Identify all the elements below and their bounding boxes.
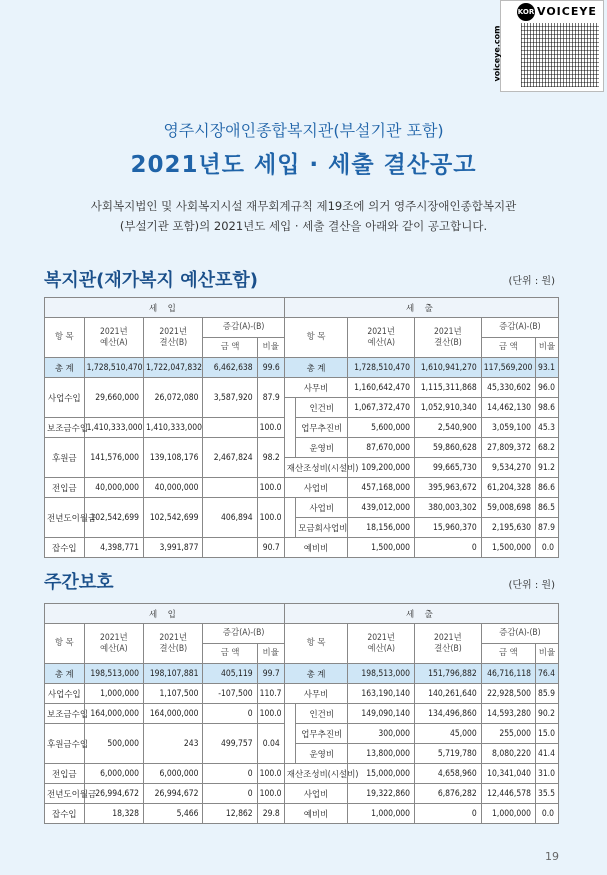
table-row [45, 804, 559, 824]
expense-budget: 1,067,372,470 [348, 398, 415, 418]
expense-budget: 149,090,140 [348, 704, 415, 724]
voiceye-url: voiceye.com [492, 25, 502, 82]
income-amount [203, 418, 257, 438]
income-amount: 3,587,920 [203, 378, 257, 418]
expense-amount: 46,716,118 [481, 664, 535, 684]
expense-settle: 151,796,882 [415, 664, 482, 684]
income-budget: 500,000 [84, 724, 143, 764]
income-budget: 40,000,000 [84, 478, 143, 498]
income-ratio: 0.04 [257, 724, 284, 764]
income-budget: 4,398,771 [84, 538, 143, 558]
income-budget: 141,576,000 [84, 438, 143, 478]
expense-settle: 45,000 [415, 724, 482, 744]
income-header-settle: 2021년 결산(B) [144, 624, 203, 664]
expense-budget: 13,800,000 [348, 744, 415, 764]
expense-ratio: 41.4 [535, 744, 558, 764]
income-banner: 세 입 [45, 604, 285, 624]
expense-ratio: 98.6 [535, 398, 558, 418]
table-row [45, 684, 559, 704]
expense-amount: 12,446,578 [481, 784, 535, 804]
expense-ratio: 31.0 [535, 764, 558, 784]
expense-budget: 457,168,000 [348, 478, 415, 498]
expense-ratio: 86.5 [535, 498, 558, 518]
expense-item: 총 계 [284, 358, 348, 378]
income-item: 전입금 [45, 764, 85, 784]
table-row [45, 664, 559, 684]
expense-settle: 134,496,860 [415, 704, 482, 724]
income-budget: 6,000,000 [84, 764, 143, 784]
expense-indent [284, 724, 295, 744]
expense-settle: 140,261,640 [415, 684, 482, 704]
expense-amount: 27,809,372 [481, 438, 535, 458]
income-settle: 40,000,000 [144, 478, 203, 498]
income-item: 전입금 [45, 478, 85, 498]
expense-ratio: 90.2 [535, 704, 558, 724]
income-header-item: 항 목 [45, 624, 85, 664]
expense-amount: 1,000,000 [481, 804, 535, 824]
expense-budget: 1,000,000 [348, 804, 415, 824]
table-row [45, 704, 559, 724]
income-amount: 406,894 [203, 498, 257, 538]
expense-indent [284, 518, 295, 538]
expense-settle: 99,665,730 [415, 458, 482, 478]
income-settle: 102,542,699 [144, 498, 203, 538]
expense-budget: 439,012,000 [348, 498, 415, 518]
expense-budget: 1,728,510,470 [348, 358, 415, 378]
expense-header-item: 항 목 [284, 318, 348, 358]
income-ratio: 99.7 [257, 664, 284, 684]
table-row [45, 418, 559, 438]
income-header-ratio: 비율 [257, 644, 284, 664]
expense-header-ratio: 비율 [535, 338, 558, 358]
expense-amount: 1,500,000 [481, 538, 535, 558]
income-ratio: 99.6 [257, 358, 284, 378]
income-ratio: 100.0 [257, 498, 284, 538]
income-item: 총 계 [45, 664, 85, 684]
income-budget: 1,728,510,470 [84, 358, 143, 378]
expense-ratio: 86.6 [535, 478, 558, 498]
expense-budget: 87,670,000 [348, 438, 415, 458]
income-ratio: 110.7 [257, 684, 284, 704]
income-budget: 18,328 [84, 804, 143, 824]
expense-ratio: 91.2 [535, 458, 558, 478]
income-item: 후원금수입 [45, 724, 85, 764]
income-amount: 12,862 [203, 804, 257, 824]
expense-amount: 45,330,602 [481, 378, 535, 398]
kor-badge: KOR [517, 3, 535, 21]
expense-ratio: 0.0 [535, 804, 558, 824]
income-amount: -107,500 [203, 684, 257, 704]
expense-item: 총 계 [284, 664, 348, 684]
section1-table [44, 297, 559, 558]
income-amount: 6,462,638 [203, 358, 257, 378]
expense-ratio: 0.0 [535, 538, 558, 558]
income-budget: 1,410,333,000 [84, 418, 143, 438]
expense-indent [284, 398, 295, 418]
income-banner: 세 입 [45, 298, 285, 318]
expense-ratio: 35.5 [535, 784, 558, 804]
expense-budget: 198,513,000 [348, 664, 415, 684]
income-settle: 5,466 [144, 804, 203, 824]
table-row [45, 438, 559, 458]
expense-amount: 9,534,270 [481, 458, 535, 478]
expense-ratio: 15.0 [535, 724, 558, 744]
income-header-item: 항 목 [45, 318, 85, 358]
expense-item: 재산조성비(시설비) [284, 764, 348, 784]
income-settle: 3,991,877 [144, 538, 203, 558]
expense-budget: 109,200,000 [348, 458, 415, 478]
expense-amount: 22,928,500 [481, 684, 535, 704]
income-ratio: 100.0 [257, 704, 284, 724]
expense-ratio: 45.3 [535, 418, 558, 438]
expense-item: 인건비 [296, 704, 348, 724]
expense-amount: 14,593,280 [481, 704, 535, 724]
income-settle: 26,072,080 [144, 378, 203, 418]
page-number: 19 [545, 850, 559, 863]
expense-item: 모금회사업비 [296, 518, 348, 538]
voiceye-qr-code [492, 0, 604, 92]
expense-amount: 117,569,200 [481, 358, 535, 378]
expense-budget: 19,322,860 [348, 784, 415, 804]
income-ratio: 100.0 [257, 764, 284, 784]
income-settle: 1,107,500 [144, 684, 203, 704]
income-header-settle: 2021년 결산(B) [144, 318, 203, 358]
expense-item: 사업비 [284, 478, 348, 498]
section2-unit: (단위 : 원) [508, 580, 555, 591]
expense-settle: 1,115,311,868 [415, 378, 482, 398]
section2-title: 주간보호 [44, 572, 114, 593]
expense-budget: 5,600,000 [348, 418, 415, 438]
expense-ratio: 87.9 [535, 518, 558, 538]
expense-header-budget: 2021년 예산(A) [348, 318, 415, 358]
expense-budget: 300,000 [348, 724, 415, 744]
expense-settle: 1,052,910,340 [415, 398, 482, 418]
expense-amount: 8,080,220 [481, 744, 535, 764]
expense-header-budget: 2021년 예산(A) [348, 624, 415, 664]
income-ratio: 100.0 [257, 418, 284, 438]
income-item: 전년도이월금 [45, 784, 85, 804]
income-settle: 26,994,672 [144, 784, 203, 804]
expense-item: 재산조성비(시설비) [284, 458, 348, 478]
expense-budget: 15,000,000 [348, 764, 415, 784]
expense-item: 예비비 [284, 538, 348, 558]
income-header-amount: 금 액 [203, 644, 257, 664]
expense-banner: 세 출 [284, 604, 558, 624]
expense-indent [284, 498, 295, 518]
intro-line-2: (부설기관 포함)의 2021년도 세입 · 세출 결산을 아래와 같이 공고합니다. [119, 219, 488, 233]
expense-settle: 1,610,941,270 [415, 358, 482, 378]
expense-header-ratio: 비율 [535, 644, 558, 664]
expense-ratio: 68.2 [535, 438, 558, 458]
table-row [45, 538, 559, 558]
income-ratio: 100.0 [257, 784, 284, 804]
income-item: 사업수입 [45, 684, 85, 704]
income-amount [203, 538, 257, 558]
expense-indent [284, 704, 295, 724]
income-header-diff: 증감(A)-(B) [203, 624, 284, 644]
income-settle: 243 [144, 724, 203, 764]
income-amount: 0 [203, 704, 257, 724]
table-row [45, 764, 559, 784]
expense-header-amount: 금 액 [481, 338, 535, 358]
voiceye-logo: VOICEYE [537, 5, 597, 18]
expense-item: 운영비 [296, 744, 348, 764]
expense-item: 인건비 [296, 398, 348, 418]
expense-item: 사업비 [284, 784, 348, 804]
income-header-diff: 증감(A)-(B) [203, 318, 284, 338]
income-item: 보조금수입 [45, 418, 85, 438]
expense-amount: 61,204,328 [481, 478, 535, 498]
expense-budget: 1,500,000 [348, 538, 415, 558]
expense-amount: 10,341,040 [481, 764, 535, 784]
income-item: 보조금수입 [45, 704, 85, 724]
income-ratio: 100.0 [257, 478, 284, 498]
intro-line-1: 사회복지법인 및 사회복지시설 재무회계규칙 제19조에 의거 영주시장애인종합복지관 [90, 199, 517, 213]
expense-settle: 59,860,628 [415, 438, 482, 458]
income-item: 잡수입 [45, 538, 85, 558]
section1-title: 복지관(재가복지 예산포함) [44, 270, 258, 291]
expense-header-settle: 2021년 결산(B) [415, 318, 482, 358]
income-amount: 2,467,824 [203, 438, 257, 478]
expense-item: 사무비 [284, 378, 348, 398]
income-header-budget: 2021년 예산(A) [84, 318, 143, 358]
income-header-ratio: 비율 [257, 338, 284, 358]
expense-header-amount: 금 액 [481, 644, 535, 664]
income-header-amount: 금 액 [203, 338, 257, 358]
expense-indent [284, 418, 295, 438]
table-row [45, 358, 559, 378]
expense-item: 예비비 [284, 804, 348, 824]
section2-table [44, 603, 559, 824]
income-ratio: 87.9 [257, 378, 284, 418]
expense-settle: 4,658,960 [415, 764, 482, 784]
expense-ratio: 76.4 [535, 664, 558, 684]
expense-ratio: 93.1 [535, 358, 558, 378]
expense-budget: 1,160,642,470 [348, 378, 415, 398]
expense-banner: 세 출 [284, 298, 558, 318]
expense-amount: 59,008,698 [481, 498, 535, 518]
expense-settle: 2,540,900 [415, 418, 482, 438]
expense-item: 사무비 [284, 684, 348, 704]
income-amount: 499,757 [203, 724, 257, 764]
expense-settle: 5,719,780 [415, 744, 482, 764]
income-item: 총 계 [45, 358, 85, 378]
income-ratio: 98.2 [257, 438, 284, 478]
income-item: 잡수입 [45, 804, 85, 824]
income-budget: 164,000,000 [84, 704, 143, 724]
expense-item: 업무추진비 [296, 418, 348, 438]
expense-settle: 380,003,302 [415, 498, 482, 518]
expense-amount: 3,059,100 [481, 418, 535, 438]
table-row [45, 498, 559, 518]
income-item: 후원금 [45, 438, 85, 478]
income-header-budget: 2021년 예산(A) [84, 624, 143, 664]
income-item: 전년도이월금 [45, 498, 85, 538]
income-ratio: 29.8 [257, 804, 284, 824]
income-amount: 405,119 [203, 664, 257, 684]
expense-item: 사업비 [296, 498, 348, 518]
income-settle: 6,000,000 [144, 764, 203, 784]
expense-indent [284, 744, 295, 764]
income-settle: 1,410,333,000 [144, 418, 203, 438]
expense-header-diff: 증감(A)-(B) [481, 318, 558, 338]
expense-indent [284, 438, 295, 458]
expense-settle: 0 [415, 804, 482, 824]
qr-pattern [521, 23, 599, 87]
income-budget: 29,660,000 [84, 378, 143, 418]
income-budget: 102,542,699 [84, 498, 143, 538]
income-settle: 139,108,176 [144, 438, 203, 478]
table-row [45, 478, 559, 498]
income-settle: 1,722,047,832 [144, 358, 203, 378]
expense-header-item: 항 목 [284, 624, 348, 664]
expense-budget: 163,190,140 [348, 684, 415, 704]
page-subtitle: 영주시장애인종합복지관(부설기관 포함) [163, 121, 444, 140]
page-title: 2021년도 세입 · 세출 결산공고 [130, 152, 477, 178]
income-settle: 164,000,000 [144, 704, 203, 724]
income-budget: 198,513,000 [84, 664, 143, 684]
expense-budget: 18,156,000 [348, 518, 415, 538]
expense-item: 운영비 [296, 438, 348, 458]
income-amount [203, 478, 257, 498]
expense-amount: 2,195,630 [481, 518, 535, 538]
expense-ratio: 96.0 [535, 378, 558, 398]
expense-header-diff: 증감(A)-(B) [481, 624, 558, 644]
expense-settle: 0 [415, 538, 482, 558]
income-settle: 198,107,881 [144, 664, 203, 684]
income-budget: 1,000,000 [84, 684, 143, 704]
expense-amount: 255,000 [481, 724, 535, 744]
expense-ratio: 85.9 [535, 684, 558, 704]
table-row [45, 724, 559, 744]
expense-amount: 14,462,130 [481, 398, 535, 418]
expense-header-settle: 2021년 결산(B) [415, 624, 482, 664]
expense-settle: 15,960,370 [415, 518, 482, 538]
section1-unit: (단위 : 원) [508, 276, 555, 287]
expense-settle: 395,963,672 [415, 478, 482, 498]
income-budget: 26,994,672 [84, 784, 143, 804]
income-amount: 0 [203, 784, 257, 804]
table-row [45, 378, 559, 398]
expense-settle: 6,876,282 [415, 784, 482, 804]
table-row [45, 784, 559, 804]
expense-item: 업무추진비 [296, 724, 348, 744]
income-item: 사업수입 [45, 378, 85, 418]
income-amount: 0 [203, 764, 257, 784]
intro-text [0, 196, 607, 236]
income-ratio: 90.7 [257, 538, 284, 558]
